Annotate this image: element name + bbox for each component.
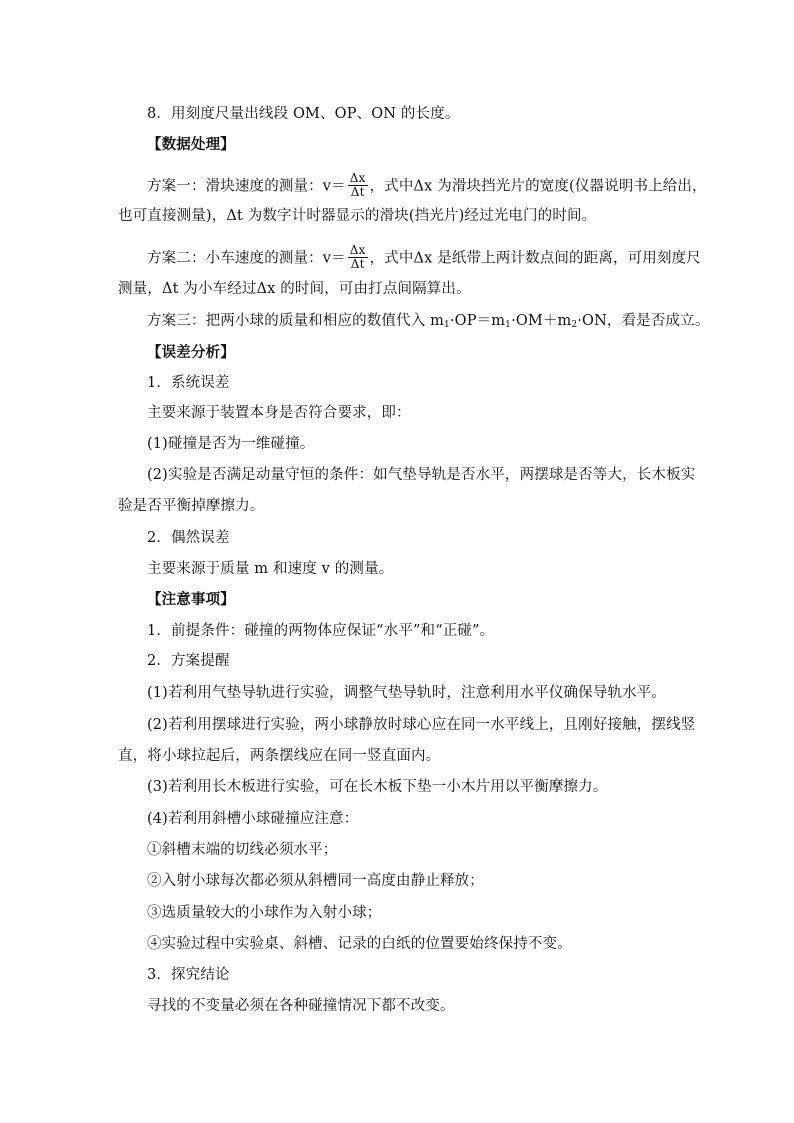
systematic-error-item-1: (1)碰撞是否为一维碰撞。 <box>147 436 315 452</box>
conclusion-title: 3．探究结论 <box>147 967 230 983</box>
plan-3-text-a: 方案三：把两小球的质量和相应的数值代入 m <box>147 313 445 329</box>
fraction-numerator: Δx <box>349 243 366 257</box>
random-error-desc: 主要来源于质量 m 和速度 v 的测量。 <box>147 561 394 577</box>
velocity-fraction <box>348 244 368 271</box>
note-2-1: (1)若利用气垫导轨进行实验，调整气垫导轨时，注意利用水平仪确保导轨水平。 <box>147 685 667 701</box>
systematic-error-title: 1．系统误差 <box>147 375 230 391</box>
note-2: 2．方案提醒 <box>147 653 230 669</box>
circled-item-1: ①斜槽末端的切线必须水平； <box>147 842 338 858</box>
plan-1-line-2: 也可直接测量)，Δt 为数字计时器显示的滑块(挡光片)经过光电门的时间。 <box>118 208 597 224</box>
note-2-2: (2)若利用摆球进行实验，两小球静放时球心应在同一水平线上，且刚好接触，摆线竖 <box>147 717 696 733</box>
systematic-error-desc: 主要来源于装置本身是否符合要求，即： <box>147 405 411 421</box>
velocity-fraction <box>348 172 368 199</box>
fraction-denominator: Δt <box>350 185 365 199</box>
circled-item-3: ③选质量较大的小球作为入射小球； <box>147 905 382 921</box>
plan-2-line-2: 测量，Δt 为小车经过Δx 的时间，可由打点间隔算出。 <box>118 281 471 297</box>
subscript: 2 <box>571 320 578 330</box>
plan-3 <box>147 311 709 331</box>
subscript: 1 <box>444 320 450 330</box>
plan-3-text-d: ·ON，看是否成立。 <box>577 313 710 329</box>
plan-3-text-b: ·OP＝m <box>449 313 506 329</box>
plan-2-line-1 <box>147 245 701 272</box>
note-2-2-cont: 直，将小球拉起后，两条摆线应在同一竖直面内。 <box>118 748 441 764</box>
conclusion-desc: 寻找的不变量必须在各种碰撞情况下都不改变。 <box>147 998 455 1014</box>
systematic-error-item-2-cont: 验是否平衡掉摩擦力。 <box>118 498 265 514</box>
plan-1-suffix: ，式中Δx 为滑块挡光片的宽度(仪器说明书上给出， <box>369 178 707 195</box>
random-error-title: 2．偶然误差 <box>147 530 230 546</box>
fraction-denominator: Δt <box>350 257 365 271</box>
plan-1-prefix: 方案一：滑块速度的测量：v＝ <box>147 178 346 195</box>
plan-2-suffix: ，式中Δx 是纸带上两计数点间的距离，可用刻度尺 <box>369 250 701 267</box>
note-2-3: (3)若利用长木板进行实验，可在长木板下垫一小木片用以平衡摩擦力。 <box>147 779 608 795</box>
plan-3-text-c: ·OM＋m <box>511 313 572 329</box>
circled-item-4: ④实验过程中实验桌、斜槽、记录的白纸的位置要始终保持不变。 <box>147 936 572 952</box>
circled-item-2: ②入射小球每次都必须从斜槽同一高度由静止释放； <box>147 873 484 889</box>
plan-1-line-1 <box>147 173 707 200</box>
data-processing-heading: 【数据处理】 <box>147 136 235 153</box>
fraction-numerator: Δx <box>349 171 366 185</box>
note-2-4: (4)若利用斜槽小球碰撞应注意： <box>147 811 359 827</box>
note-1: 1．前提条件：碰撞的两物体应保证“水平”和“正碰”。 <box>147 623 495 639</box>
plan-2-prefix: 方案二：小车速度的测量：v＝ <box>147 250 346 267</box>
error-analysis-heading: 【误差分析】 <box>147 344 235 361</box>
systematic-error-item-2: (2)实验是否满足动量守恒的条件：如气垫导轨是否水平，两摆球是否等大，长木板实 <box>147 467 696 483</box>
notes-heading: 【注意事项】 <box>147 591 235 608</box>
subscript: 1 <box>505 320 512 330</box>
step-8: 8．用刻度尺量出线段 OM、OP、ON 的长度。 <box>147 106 460 122</box>
